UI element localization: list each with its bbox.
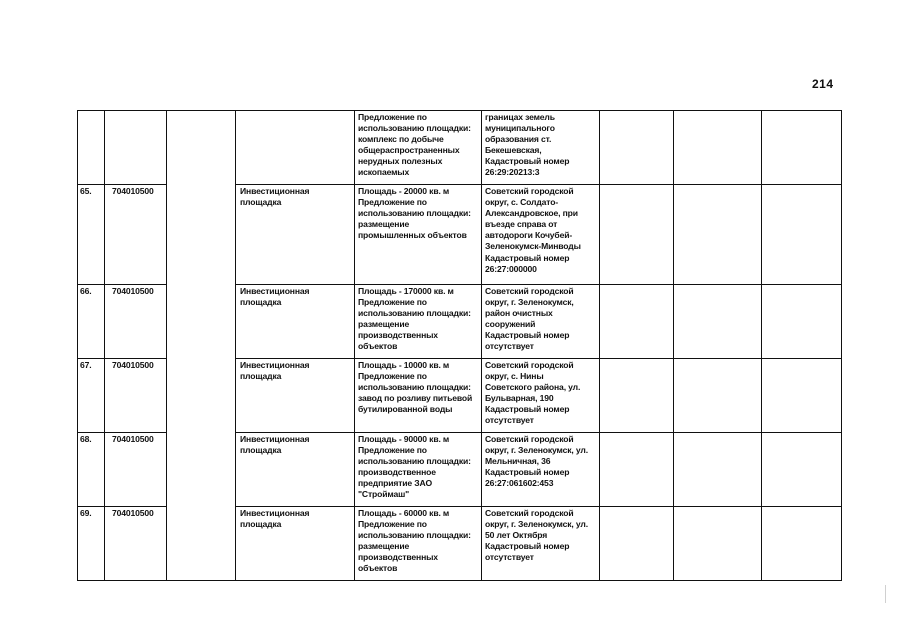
row-description: Площадь - 170000 кв. м Предложение по использованию площадки: размещение производственных объектов (355, 285, 482, 359)
empty-cell (600, 285, 674, 359)
row-type: Инвестиционная площадка (236, 433, 355, 507)
row-description: Площадь - 60000 кв. м Предложение по использованию площадки: размещение производственных объектов (355, 507, 482, 581)
empty-cell (600, 111, 674, 185)
empty-cell (600, 359, 674, 433)
empty-cell (674, 111, 762, 185)
row-description: Площадь - 90000 кв. м Предложение по использованию площадки: производственное предприятие ЗАО "Строймаш" (355, 433, 482, 507)
empty-cell (762, 285, 842, 359)
investment-sites-table (77, 110, 842, 581)
row-type: Инвестиционная площадка (236, 359, 355, 433)
row-type: Инвестиционная площадка (236, 285, 355, 359)
empty-cell (762, 111, 842, 185)
row-code: 704010500 (105, 185, 167, 285)
table-row (78, 111, 842, 185)
row-type: Инвестиционная площадка (236, 507, 355, 581)
row-code (105, 111, 167, 185)
empty-cell (600, 185, 674, 285)
row-location: границах земель муниципального образования ст. Бекешевская, Кадастровый номер 26:29:20213:3 (482, 111, 600, 185)
empty-cell (762, 507, 842, 581)
row-location: Советский городской округ, г. Зеленокумск, ул. Мельничная, 36 Кадастровый номер 26:27:061602:453 (482, 433, 600, 507)
row-code: 704010500 (105, 507, 167, 581)
row-type (236, 111, 355, 185)
empty-cell (762, 359, 842, 433)
page-number: 214 (812, 77, 834, 91)
row-number (78, 111, 105, 185)
empty-cell (674, 185, 762, 285)
row-description: Площадь - 10000 кв. м Предложение по использованию площадки: завод по розливу питьевой бутилированной воды (355, 359, 482, 433)
empty-cell (674, 433, 762, 507)
row-location: Советский городской округ, г. Зеленокумск, ул. 50 лет Октября Кадастровый номер отсутствует (482, 507, 600, 581)
row-number: 69. (78, 507, 105, 581)
scan-edge-mark (885, 585, 886, 603)
row-number: 68. (78, 433, 105, 507)
row-number: 65. (78, 185, 105, 285)
empty-cell (762, 433, 842, 507)
row-description: Площадь - 20000 кв. м Предложение по использованию площадки: размещение промышленных объектов (355, 185, 482, 285)
row-location: Советский городской округ, г. Зеленокумск, район очистных сооружений Кадастровый номер отсутствует (482, 285, 600, 359)
row-location: Советский городской округ, с. Нины Советского района, ул. Бульварная, 190 Кадастровый номер отсутствует (482, 359, 600, 433)
empty-cell (600, 433, 674, 507)
empty-cell (674, 507, 762, 581)
row-code: 704010500 (105, 285, 167, 359)
row-location: Советский городской округ, с. Солдато- Александровское, при въезде справа от автодороги Кочубей- Зеленокумск-Минводы Кадастровый номер 26:27:000000 (482, 185, 600, 285)
empty-cell (674, 285, 762, 359)
row-number: 67. (78, 359, 105, 433)
empty-cell (600, 507, 674, 581)
row-number: 66. (78, 285, 105, 359)
row-type: Инвестиционная площадка (236, 185, 355, 285)
merged-empty-column (167, 111, 236, 581)
row-code: 704010500 (105, 359, 167, 433)
empty-cell (674, 359, 762, 433)
row-code: 704010500 (105, 433, 167, 507)
row-description: Предложение по использованию площадки: комплекс по добыче общераспространенных нерудных полезных ископаемых (355, 111, 482, 185)
empty-cell (762, 185, 842, 285)
